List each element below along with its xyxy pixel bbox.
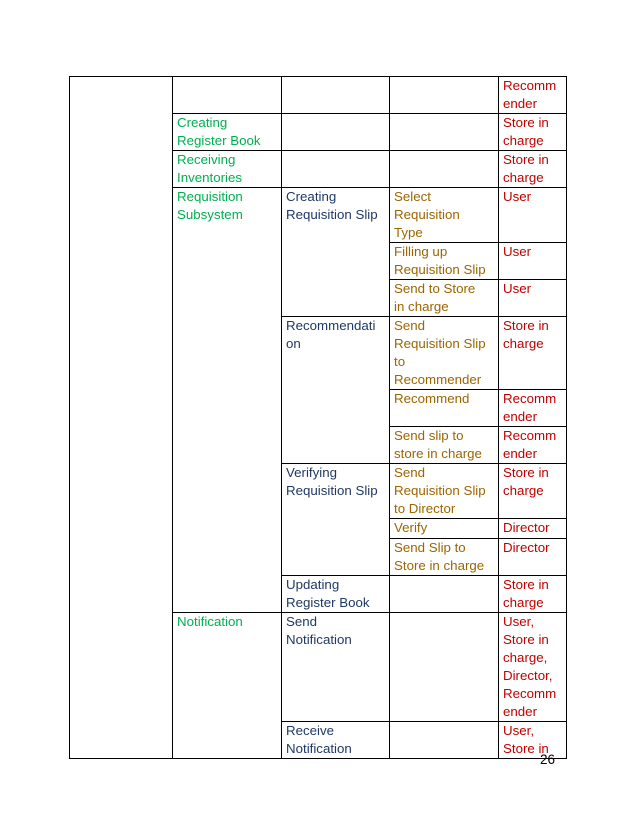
task-cell: Select Requisition Type	[390, 188, 499, 243]
task-cell: Send to Store in charge	[390, 280, 499, 317]
role-cell: Recomm ender	[499, 427, 567, 464]
task-cell: Send slip to store in charge	[390, 427, 499, 464]
table-row	[70, 77, 567, 114]
role-cell: Store in charge	[499, 464, 567, 519]
task-cell: Verify	[390, 519, 499, 539]
role-cell: User	[499, 280, 567, 317]
submodule-cell	[282, 114, 390, 151]
role-cell: Store in charge	[499, 151, 567, 188]
role-cell: User, Store in charge, Director, Recomm ender	[499, 613, 567, 722]
role-cell: User	[499, 243, 567, 280]
submodule-cell: Receive Notification	[282, 722, 390, 759]
task-cell: Recommend	[390, 390, 499, 427]
module-cell: Notification	[173, 613, 282, 759]
task-cell	[390, 576, 499, 613]
role-cell: Store in charge	[499, 114, 567, 151]
submodule-cell: Send Notification	[282, 613, 390, 722]
task-cell	[390, 77, 499, 114]
task-cell	[390, 722, 499, 759]
task-cell	[390, 114, 499, 151]
submodule-cell	[282, 151, 390, 188]
task-cell	[390, 151, 499, 188]
task-cell: Filling up Requisition Slip	[390, 243, 499, 280]
module-cell: Creating Register Book	[173, 114, 282, 151]
submodule-cell: Verifying Requisition Slip	[282, 464, 390, 576]
role-cell: Director	[499, 519, 567, 539]
submodule-cell: Recommendati on	[282, 317, 390, 464]
page-number: 26	[540, 752, 556, 767]
task-cell	[390, 613, 499, 722]
role-cell: Director	[499, 539, 567, 576]
role-cell: Store in charge	[499, 317, 567, 390]
submodule-cell: Updating Register Book	[282, 576, 390, 613]
module-cell: Receiving Inventories	[173, 151, 282, 188]
module-cell: Requisition Subsystem	[173, 188, 282, 613]
task-cell: Send Requisition Slip to Director	[390, 464, 499, 519]
module-cell	[173, 77, 282, 114]
submodule-cell	[282, 77, 390, 114]
role-cell: Recomm ender	[499, 77, 567, 114]
empty-first-column-cell	[70, 77, 173, 759]
role-cell: Store in charge	[499, 576, 567, 613]
role-cell: User	[499, 188, 567, 243]
task-cell: Send Slip to Store in charge	[390, 539, 499, 576]
submodule-cell: Creating Requisition Slip	[282, 188, 390, 317]
role-cell: Recomm ender	[499, 390, 567, 427]
module-role-table-wrapper	[69, 76, 567, 759]
task-cell: Send Requisition Slip to Recommender	[390, 317, 499, 390]
module-role-table	[69, 76, 567, 759]
role-cell: User, Store in	[499, 722, 567, 759]
